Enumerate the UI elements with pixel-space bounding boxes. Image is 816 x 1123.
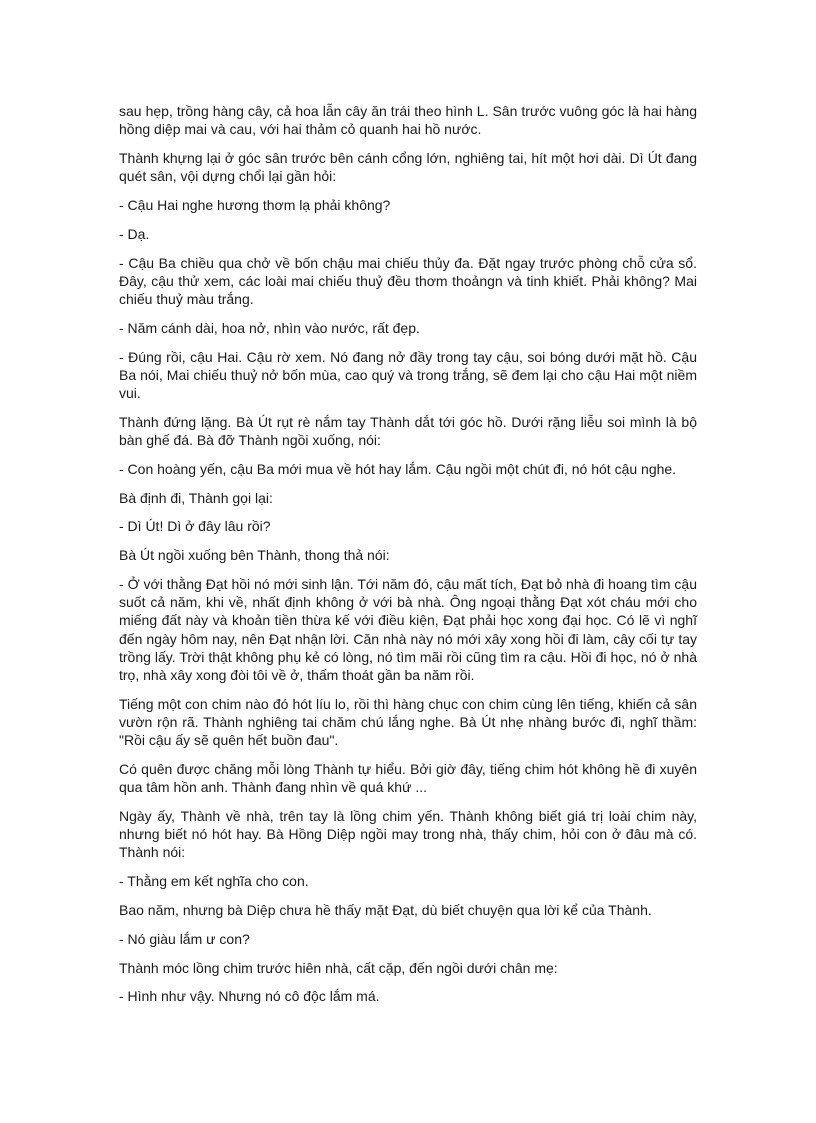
paragraph: Thành đứng lặng. Bà Út rụt rè nắm tay Thành dắt tới góc hồ. Dưới rặng liễu soi mình là bộ bàn ghế đá. Bà đỡ Thành ngồi xuống, nói: <box>119 413 697 448</box>
paragraph: Có quên được chăng mỗi lòng Thành tự hiểu. Bởi giờ đây, tiếng chim hót không hề đi xuyên qua tâm hồn anh. Thành đang nhìn về quá khứ ... <box>119 761 697 796</box>
paragraph: - Con hoàng yến, cậu Ba mới mua về hót hay lắm. Cậu ngồi một chút đi, nó hót cậu nghe. <box>119 460 677 477</box>
paragraph: - Hình như vậy. Nhưng nó cô độc lắm má. <box>119 988 380 1005</box>
paragraph: Bà Út ngồi xuống bên Thành, thong thả nói: <box>119 547 390 564</box>
paragraph: - Dì Út! Dì ở đây lâu rồi? <box>119 518 271 535</box>
paragraph: Ngày ấy, Thành về nhà, trên tay là lồng chim yến. Thành không biết giá trị loài chim này, nhưng biết nó hót hay. Bà Hồng Diệp ngồi may trong nhà, thấy chim, hỏi con ở đâu mà có. Thành nói: <box>119 808 697 861</box>
paragraph: - Cậu Hai nghe hương thơm lạ phải không? <box>119 197 391 213</box>
paragraph: Bà định đi, Thành gọi lại: <box>119 489 273 506</box>
paragraph: Tiếng một con chim nào đó hót líu lo, rồi thì hàng chục con chim cùng lên tiếng, khiến cả sân vườn rộn rã. Thành nghiêng tai chăm chú lắng nghe. Bà Út nhẹ nhàng bước đi, nghĩ thầm: "Rồi cậu ấy sẽ quên hết buồn đau". <box>119 695 697 749</box>
paragraph: - Đúng rồi, cậu Hai. Cậu rờ xem. Nó đang nở đầy trong tay cậu, soi bóng dưới mặt hồ. Cậu Ba nói, Mai chiếu thuỷ nở bốn mùa, cao quý và trong trắng, sẽ đem lại cho cậu Hai một niềm vui. <box>119 348 697 401</box>
paragraph: - Dạ. <box>119 225 150 242</box>
paragraph: - Cậu Ba chiều qua chở về bốn chậu mai chiếu thủy đa. Đặt ngay trước phòng chỗ cửa sổ. Đây, cậu thử xem, các loài mai chiếu thuỷ đều thơm thoảngn và tinh khiết. Phải không? Mai chiếu thuỷ màu trắng. <box>119 254 697 307</box>
paragraph: - Thằng em kết nghĩa cho con. <box>119 873 309 890</box>
paragraph: sau hẹp, trồng hàng cây, cả hoa lẫn cây ăn trái theo hình L. Sân trước vuông góc là hai hàng hồng diệp mai và cau, với hai thảm cỏ quanh hai hồ nước. <box>119 103 697 138</box>
paragraph: Thành khựng lại ở góc sân trước bên cánh cổng lớn, nghiêng tai, hít một hơi dài. Dì Út đang quét sân, vội dựng chổi lại gần hỏi: <box>119 150 697 185</box>
paragraph: - Ở với thằng Đạt hồi nó mới sinh lận. Tới năm đó, cậu mất tích, Đạt bỏ nhà đi hoang tìm cậu suốt cả năm, khi về, nhất định không ở với bà nhà. Ông ngoại thằng Đạt xót cháu mới cho miếng đất này và khoản tiền thừa kế với điều kiện, Đạt phải học xong đại học. Có lẽ vì nghĩ đến ngày hôm nay, nên Đạt nhận lời. Căn nhà này nó mới xây xong hồi đi làm, cây cối tự tay trồng lấy. Trời thật không phụ kẻ có lòng, nó tìm mãi rồi cũng tìm ra cậu. Hồi đi học, nó ở nhà trọ, nhà xây xong đòi tôi về ở, thấm thoát gần ba năm rồi. <box>119 575 697 683</box>
document-page <box>119 102 697 1016</box>
paragraph: Bao năm, nhưng bà Diệp chưa hề thấy mặt Đạt, dù biết chuyện qua lời kể của Thành. <box>119 902 652 918</box>
paragraph: - Năm cánh dài, hoa nở, nhìn vào nước, rất đẹp. <box>119 319 420 336</box>
paragraph: - Nó giàu lắm ư con? <box>119 930 250 947</box>
paragraph: Thành móc lồng chim trước hiên nhà, cất cặp, đến ngồi dưới chân mẹ: <box>119 959 558 976</box>
